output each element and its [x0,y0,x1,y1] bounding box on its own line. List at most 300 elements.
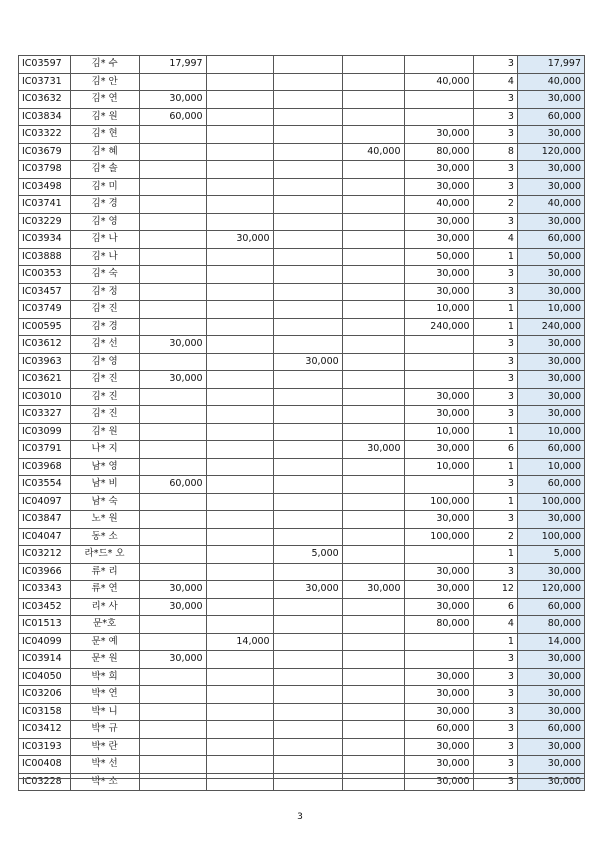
cell-id: IC03158 [19,703,71,721]
table-row [19,476,585,494]
cell-count: 3 [473,756,517,774]
table-row [19,493,585,511]
cell-amount-3 [273,406,342,424]
cell-id: IC01513 [19,616,71,634]
cell-amount-5: 30,000 [404,563,473,581]
table-row [19,56,585,74]
cell-amount-5 [404,651,473,669]
cell-amount-4 [342,196,404,214]
cell-amount-3 [273,126,342,144]
cell-amount-1 [139,721,206,739]
cell-amount-2 [206,143,273,161]
cell-id: IC03749 [19,301,71,319]
cell-amount-3: 30,000 [273,581,342,599]
cell-name: 김* 진 [70,371,139,389]
cell-amount-2 [206,493,273,511]
cell-amount-1 [139,563,206,581]
cell-amount-5: 30,000 [404,283,473,301]
cell-name: 문* 예 [70,633,139,651]
cell-total: 60,000 [517,108,584,126]
cell-total: 30,000 [517,406,584,424]
cell-count: 3 [473,668,517,686]
cell-id: IC03968 [19,458,71,476]
cell-amount-4 [342,318,404,336]
cell-amount-1: 60,000 [139,108,206,126]
cell-amount-5 [404,91,473,109]
cell-amount-4 [342,546,404,564]
cell-amount-2 [206,266,273,284]
cell-amount-5: 30,000 [404,213,473,231]
cell-amount-2 [206,73,273,91]
cell-total: 30,000 [517,511,584,529]
cell-amount-3 [273,668,342,686]
cell-amount-4 [342,511,404,529]
cell-name: 김* 경 [70,196,139,214]
cell-count: 3 [473,371,517,389]
cell-count: 3 [473,406,517,424]
cell-amount-2 [206,651,273,669]
cell-amount-5: 240,000 [404,318,473,336]
cell-name: 김* 현 [70,126,139,144]
cell-amount-2 [206,283,273,301]
cell-total: 30,000 [517,353,584,371]
cell-amount-5 [404,546,473,564]
cell-amount-2 [206,546,273,564]
cell-amount-2 [206,371,273,389]
cell-total: 30,000 [517,336,584,354]
cell-amount-5: 30,000 [404,581,473,599]
cell-count: 3 [473,213,517,231]
cell-count: 3 [473,773,517,791]
cell-amount-4 [342,353,404,371]
cell-amount-4 [342,73,404,91]
cell-total: 30,000 [517,686,584,704]
cell-total: 30,000 [517,756,584,774]
cell-amount-4 [342,301,404,319]
table-row [19,283,585,301]
cell-amount-5 [404,353,473,371]
table-row [19,91,585,109]
cell-amount-4 [342,668,404,686]
cell-total: 30,000 [517,161,584,179]
cell-total: 17,997 [517,56,584,74]
cell-amount-3 [273,756,342,774]
cell-total: 30,000 [517,213,584,231]
cell-total: 10,000 [517,423,584,441]
cell-total: 30,000 [517,178,584,196]
cell-amount-1 [139,458,206,476]
cell-total: 50,000 [517,248,584,266]
cell-amount-4 [342,231,404,249]
cell-count: 3 [473,283,517,301]
cell-total: 30,000 [517,703,584,721]
cell-total: 10,000 [517,458,584,476]
cell-amount-3 [273,598,342,616]
cell-id: IC03452 [19,598,71,616]
cell-count: 1 [473,248,517,266]
cell-id: IC03010 [19,388,71,406]
cell-name: 김* 혜 [70,143,139,161]
cell-id: IC03412 [19,721,71,739]
table-row [19,633,585,651]
table-row [19,161,585,179]
table-row [19,406,585,424]
cell-count: 3 [473,266,517,284]
table-row [19,248,585,266]
cell-name: 김* 선 [70,336,139,354]
cell-id: IC04097 [19,493,71,511]
cell-total: 30,000 [517,563,584,581]
cell-total: 60,000 [517,231,584,249]
cell-amount-3 [273,231,342,249]
cell-amount-3 [273,633,342,651]
cell-count: 3 [473,738,517,756]
cell-name: 김* 정 [70,283,139,301]
cell-amount-5: 30,000 [404,161,473,179]
cell-id: IC03934 [19,231,71,249]
cell-amount-5: 30,000 [404,406,473,424]
cell-count: 2 [473,196,517,214]
cell-amount-2: 30,000 [206,231,273,249]
cell-total: 120,000 [517,143,584,161]
cell-amount-1 [139,143,206,161]
cell-count: 3 [473,511,517,529]
cell-amount-1 [139,318,206,336]
cell-total: 100,000 [517,528,584,546]
cell-amount-3 [273,458,342,476]
cell-id: IC03741 [19,196,71,214]
table-row [19,546,585,564]
cell-amount-2 [206,773,273,791]
cell-count: 3 [473,686,517,704]
cell-total: 30,000 [517,651,584,669]
cell-total: 30,000 [517,668,584,686]
cell-amount-5 [404,108,473,126]
cell-amount-2 [206,441,273,459]
cell-amount-4 [342,738,404,756]
cell-id: IC03212 [19,546,71,564]
cell-amount-2 [206,56,273,74]
cell-total: 30,000 [517,126,584,144]
table-row [19,336,585,354]
cell-amount-1 [139,423,206,441]
cell-name: 김* 미 [70,178,139,196]
cell-amount-2 [206,721,273,739]
table-row [19,773,585,791]
cell-amount-5 [404,371,473,389]
cell-total: 30,000 [517,388,584,406]
cell-count: 1 [473,493,517,511]
cell-amount-1 [139,126,206,144]
cell-amount-3 [273,248,342,266]
cell-count: 8 [473,143,517,161]
cell-name: 류* 연 [70,581,139,599]
table-row [19,581,585,599]
cell-amount-5 [404,56,473,74]
cell-amount-5: 80,000 [404,143,473,161]
cell-total: 30,000 [517,773,584,791]
cell-amount-1 [139,196,206,214]
cell-count: 1 [473,318,517,336]
cell-name: 남* 비 [70,476,139,494]
cell-total: 14,000 [517,633,584,651]
cell-total: 100,000 [517,493,584,511]
cell-amount-2 [206,686,273,704]
cell-amount-5: 30,000 [404,598,473,616]
cell-amount-2 [206,668,273,686]
cell-amount-3 [273,493,342,511]
cell-amount-2 [206,581,273,599]
cell-name: 김* 영 [70,353,139,371]
table-row [19,598,585,616]
cell-amount-5: 100,000 [404,528,473,546]
cell-amount-1 [139,178,206,196]
table-row [19,511,585,529]
cell-id: IC03679 [19,143,71,161]
table-row [19,301,585,319]
cell-count: 1 [473,423,517,441]
cell-amount-1 [139,388,206,406]
cell-amount-4 [342,458,404,476]
cell-amount-1 [139,616,206,634]
table-row [19,703,585,721]
cell-amount-3 [273,721,342,739]
table-row [19,371,585,389]
cell-amount-1 [139,213,206,231]
cell-total: 40,000 [517,73,584,91]
cell-total: 80,000 [517,616,584,634]
cell-name: 김* 솔 [70,161,139,179]
cell-name: 류* 리 [70,563,139,581]
cell-amount-1 [139,353,206,371]
cell-amount-1 [139,528,206,546]
cell-id: IC03554 [19,476,71,494]
cell-total: 30,000 [517,371,584,389]
cell-total: 60,000 [517,476,584,494]
cell-amount-5: 30,000 [404,126,473,144]
cell-total: 240,000 [517,318,584,336]
cell-amount-2 [206,301,273,319]
cell-id: IC03322 [19,126,71,144]
cell-count: 1 [473,458,517,476]
cell-amount-2 [206,423,273,441]
table-row [19,73,585,91]
cell-amount-3 [273,476,342,494]
cell-name: 김* 영 [70,213,139,231]
cell-amount-3 [273,528,342,546]
cell-amount-3 [273,56,342,74]
cell-amount-2 [206,213,273,231]
cell-amount-2 [206,406,273,424]
cell-count: 3 [473,476,517,494]
cell-amount-5: 30,000 [404,178,473,196]
cell-amount-5: 30,000 [404,773,473,791]
cell-name: 리* 사 [70,598,139,616]
cell-amount-1 [139,703,206,721]
cell-id: IC03343 [19,581,71,599]
cell-id: IC03229 [19,213,71,231]
cell-amount-3 [273,161,342,179]
cell-amount-1 [139,686,206,704]
cell-id: IC03632 [19,91,71,109]
cell-amount-2 [206,126,273,144]
cell-amount-2 [206,511,273,529]
cell-amount-1 [139,773,206,791]
cell-total: 5,000 [517,546,584,564]
cell-name: 김* 안 [70,73,139,91]
cell-amount-1 [139,546,206,564]
cell-amount-5: 100,000 [404,493,473,511]
cell-id: IC03914 [19,651,71,669]
cell-amount-4 [342,423,404,441]
cell-id: IC03327 [19,406,71,424]
cell-count: 3 [473,651,517,669]
cell-amount-3 [273,91,342,109]
cell-amount-1 [139,668,206,686]
page-number: 3 [297,812,303,822]
cell-amount-4 [342,598,404,616]
table-row [19,231,585,249]
cell-name: 김* 진 [70,406,139,424]
cell-count: 3 [473,353,517,371]
cell-amount-2 [206,161,273,179]
cell-id: IC00595 [19,318,71,336]
cell-amount-1 [139,441,206,459]
cell-amount-1 [139,406,206,424]
cell-amount-3 [273,738,342,756]
cell-amount-1 [139,738,206,756]
cell-name: 남* 숙 [70,493,139,511]
cell-amount-1 [139,511,206,529]
cell-total: 60,000 [517,721,584,739]
cell-count: 2 [473,528,517,546]
cell-amount-3 [273,441,342,459]
table-row [19,388,585,406]
cell-amount-3 [273,213,342,231]
cell-amount-5: 30,000 [404,388,473,406]
cell-amount-3 [273,283,342,301]
cell-amount-4 [342,266,404,284]
cell-count: 3 [473,336,517,354]
cell-count: 6 [473,598,517,616]
cell-total: 60,000 [517,598,584,616]
cell-amount-2 [206,703,273,721]
cell-id: IC04099 [19,633,71,651]
table-row [19,651,585,669]
cell-amount-3 [273,616,342,634]
cell-amount-5: 30,000 [404,511,473,529]
cell-amount-2 [206,388,273,406]
cell-amount-5: 10,000 [404,458,473,476]
cell-amount-1 [139,161,206,179]
cell-id: IC03621 [19,371,71,389]
cell-amount-5: 50,000 [404,248,473,266]
cell-total: 10,000 [517,301,584,319]
cell-total: 120,000 [517,581,584,599]
cell-amount-1: 30,000 [139,371,206,389]
cell-id: IC03612 [19,336,71,354]
cell-amount-2 [206,738,273,756]
cell-name: 박* 니 [70,703,139,721]
cell-amount-4 [342,528,404,546]
cell-amount-5: 80,000 [404,616,473,634]
cell-name: 김* 수 [70,56,139,74]
table-row [19,721,585,739]
cell-amount-4 [342,248,404,266]
cell-id: IC03228 [19,773,71,791]
cell-amount-3 [273,266,342,284]
cell-amount-4 [342,476,404,494]
cell-amount-1: 17,997 [139,56,206,74]
cell-amount-5: 30,000 [404,756,473,774]
ledger-body [19,56,585,791]
cell-amount-4 [342,756,404,774]
cell-total: 30,000 [517,91,584,109]
cell-amount-4 [342,633,404,651]
table-row [19,686,585,704]
cell-count: 3 [473,91,517,109]
cell-id: IC03963 [19,353,71,371]
cell-amount-5: 30,000 [404,738,473,756]
cell-amount-4 [342,178,404,196]
cell-name: 나* 지 [70,441,139,459]
cell-amount-3 [273,511,342,529]
cell-id: IC03798 [19,161,71,179]
cell-count: 4 [473,616,517,634]
cell-amount-1: 30,000 [139,91,206,109]
cell-amount-5: 30,000 [404,441,473,459]
cell-amount-2 [206,108,273,126]
cell-name: 박* 소 [70,773,139,791]
cell-amount-4: 30,000 [342,441,404,459]
table-row [19,756,585,774]
cell-name: 김* 경 [70,318,139,336]
cell-amount-1 [139,73,206,91]
cell-amount-2 [206,248,273,266]
cell-amount-2: 14,000 [206,633,273,651]
cell-amount-4 [342,388,404,406]
cell-amount-1 [139,493,206,511]
cell-name: 박* 희 [70,668,139,686]
cell-count: 3 [473,56,517,74]
cell-amount-5: 10,000 [404,301,473,319]
cell-id: IC04047 [19,528,71,546]
cell-name: 김* 숙 [70,266,139,284]
cell-name: 박* 규 [70,721,139,739]
cell-name: 동* 소 [70,528,139,546]
cell-amount-4 [342,126,404,144]
cell-count: 1 [473,546,517,564]
cell-name: 라*드* 오 [70,546,139,564]
cell-amount-5 [404,476,473,494]
table-row [19,441,585,459]
cell-name: 김* 진 [70,388,139,406]
table-row [19,108,585,126]
cell-amount-3 [273,178,342,196]
cell-id: IC03847 [19,511,71,529]
cell-amount-3 [273,686,342,704]
cell-amount-4 [342,406,404,424]
cell-amount-3: 5,000 [273,546,342,564]
cell-amount-5: 40,000 [404,196,473,214]
cell-amount-4 [342,371,404,389]
cell-amount-3 [273,73,342,91]
cell-amount-4 [342,493,404,511]
cell-amount-3 [273,301,342,319]
cell-id: IC03457 [19,283,71,301]
cell-id: IC03834 [19,108,71,126]
cell-amount-5 [404,633,473,651]
